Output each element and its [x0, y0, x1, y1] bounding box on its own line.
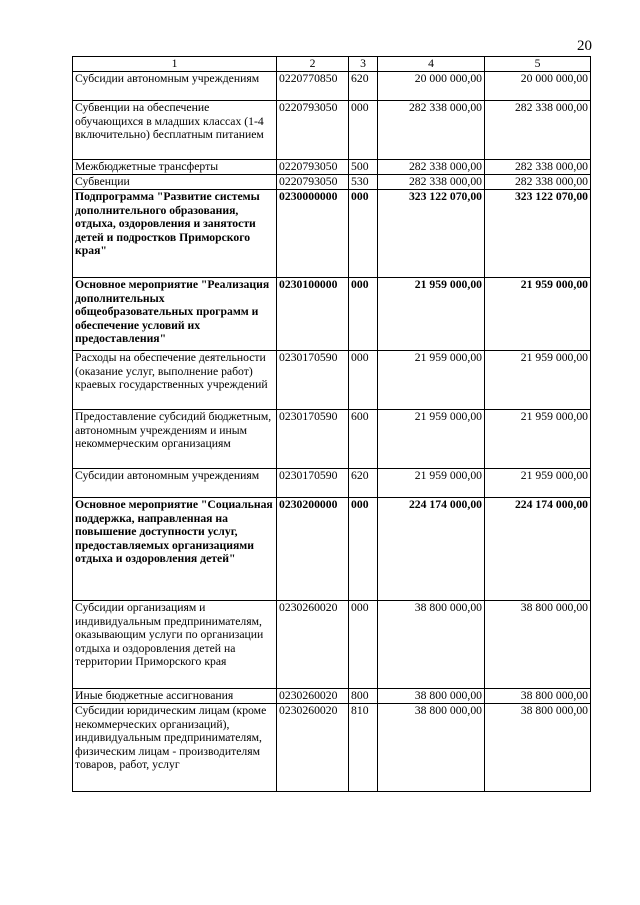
- table-row: [73, 351, 591, 410]
- row-code: 0230170590: [277, 410, 349, 469]
- row-type: 810: [349, 704, 378, 792]
- row-amount-2: 38 800 000,00: [485, 704, 591, 792]
- table-row: [73, 72, 591, 101]
- row-amount-1: 38 800 000,00: [378, 689, 485, 704]
- row-amount-1: 21 959 000,00: [378, 278, 485, 351]
- row-type: 530: [349, 175, 378, 190]
- row-amount-2: 323 122 070,00: [485, 190, 591, 278]
- column-header-amount-2: 5: [485, 57, 591, 72]
- table-row: [73, 160, 591, 175]
- row-amount-1: 38 800 000,00: [378, 704, 485, 792]
- column-header-code: 2: [277, 57, 349, 72]
- row-name: Субсидии автономным учреждениям: [73, 469, 277, 498]
- row-code: 0220770850: [277, 72, 349, 101]
- row-amount-1: 21 959 000,00: [378, 351, 485, 410]
- row-name: Предоставление субсидий бюджетным, автономным учреждениям и иным некоммерческим организациям: [73, 410, 277, 469]
- row-name: Субвенции: [73, 175, 277, 190]
- row-type: 800: [349, 689, 378, 704]
- table-row: [73, 101, 591, 160]
- row-code: 0230000000: [277, 190, 349, 278]
- row-code: 0220793050: [277, 101, 349, 160]
- row-name: Субсидии автономным учреждениям: [73, 72, 277, 101]
- table-row: [73, 190, 591, 278]
- table-row: [73, 175, 591, 190]
- row-code: 0230100000: [277, 278, 349, 351]
- row-code: 0230170590: [277, 469, 349, 498]
- row-type: 620: [349, 469, 378, 498]
- row-amount-2: 21 959 000,00: [485, 469, 591, 498]
- row-amount-2: 38 800 000,00: [485, 601, 591, 689]
- row-code: 0220793050: [277, 160, 349, 175]
- row-name: Субсидии юридическим лицам (кроме некоммерческих организаций), индивидуальным предпринимателям, физическим лицам - производителям товаров, работ, услуг: [73, 704, 277, 792]
- table-row: [73, 498, 591, 601]
- row-code: 0230200000: [277, 498, 349, 601]
- row-type: 600: [349, 410, 378, 469]
- row-amount-2: 282 338 000,00: [485, 160, 591, 175]
- table-row: [73, 601, 591, 689]
- row-amount-1: 323 122 070,00: [378, 190, 485, 278]
- row-amount-2: 224 174 000,00: [485, 498, 591, 601]
- page-number: 20: [577, 38, 592, 54]
- row-type: 620: [349, 72, 378, 101]
- row-amount-2: 20 000 000,00: [485, 72, 591, 101]
- row-amount-2: 21 959 000,00: [485, 278, 591, 351]
- row-type: 000: [349, 278, 378, 351]
- table-row: [73, 689, 591, 704]
- row-amount-1: 20 000 000,00: [378, 72, 485, 101]
- row-name: Иные бюджетные ассигнования: [73, 689, 277, 704]
- column-header-name: 1: [73, 57, 277, 72]
- row-type: 000: [349, 601, 378, 689]
- row-code: 0230170590: [277, 351, 349, 410]
- column-header-type: 3: [349, 57, 378, 72]
- row-amount-1: 224 174 000,00: [378, 498, 485, 601]
- row-amount-1: 21 959 000,00: [378, 469, 485, 498]
- row-type: 000: [349, 101, 378, 160]
- row-code: 0230260020: [277, 704, 349, 792]
- row-amount-1: 38 800 000,00: [378, 601, 485, 689]
- row-amount-1: 282 338 000,00: [378, 175, 485, 190]
- row-type: 000: [349, 351, 378, 410]
- row-amount-2: 38 800 000,00: [485, 689, 591, 704]
- table-row: [73, 704, 591, 792]
- row-name: Субсидии организациям и индивидуальным предпринимателям, оказывающим услуги по организации отдыха и оздоровления детей на территории Приморского края: [73, 601, 277, 689]
- row-type: 000: [349, 190, 378, 278]
- table-row: [73, 469, 591, 498]
- row-name: Подпрограмма "Развитие системы дополнительного образования, отдыха, оздоровления и занятости детей и подростков Приморского края": [73, 190, 277, 278]
- table-header-row: [73, 57, 591, 72]
- row-amount-2: 21 959 000,00: [485, 410, 591, 469]
- row-type: 000: [349, 498, 378, 601]
- row-name: Основное мероприятие "Социальная поддержка, направленная на повышение доступности услуг, предоставляемых организациями отдыха и оздоровления детей": [73, 498, 277, 601]
- row-amount-2: 282 338 000,00: [485, 175, 591, 190]
- row-amount-2: 21 959 000,00: [485, 351, 591, 410]
- row-name: Расходы на обеспечение деятельности (оказание услуг, выполнение работ) краевых государственных учреждений: [73, 351, 277, 410]
- row-type: 500: [349, 160, 378, 175]
- row-amount-1: 21 959 000,00: [378, 410, 485, 469]
- column-header-amount-1: 4: [378, 57, 485, 72]
- row-name: Субвенции на обеспечение обучающихся в младших классах (1-4 включительно) бесплатным питанием: [73, 101, 277, 160]
- table-row: [73, 278, 591, 351]
- row-code: 0230260020: [277, 689, 349, 704]
- row-code: 0230260020: [277, 601, 349, 689]
- row-code: 0220793050: [277, 175, 349, 190]
- row-name: Основное мероприятие "Реализация дополнительных общеобразовательных программ и обеспечение условий их предоставления": [73, 278, 277, 351]
- row-name: Межбюджетные трансферты: [73, 160, 277, 175]
- row-amount-1: 282 338 000,00: [378, 160, 485, 175]
- table-row: [73, 410, 591, 469]
- budget-table: [72, 56, 591, 792]
- row-amount-1: 282 338 000,00: [378, 101, 485, 160]
- row-amount-2: 282 338 000,00: [485, 101, 591, 160]
